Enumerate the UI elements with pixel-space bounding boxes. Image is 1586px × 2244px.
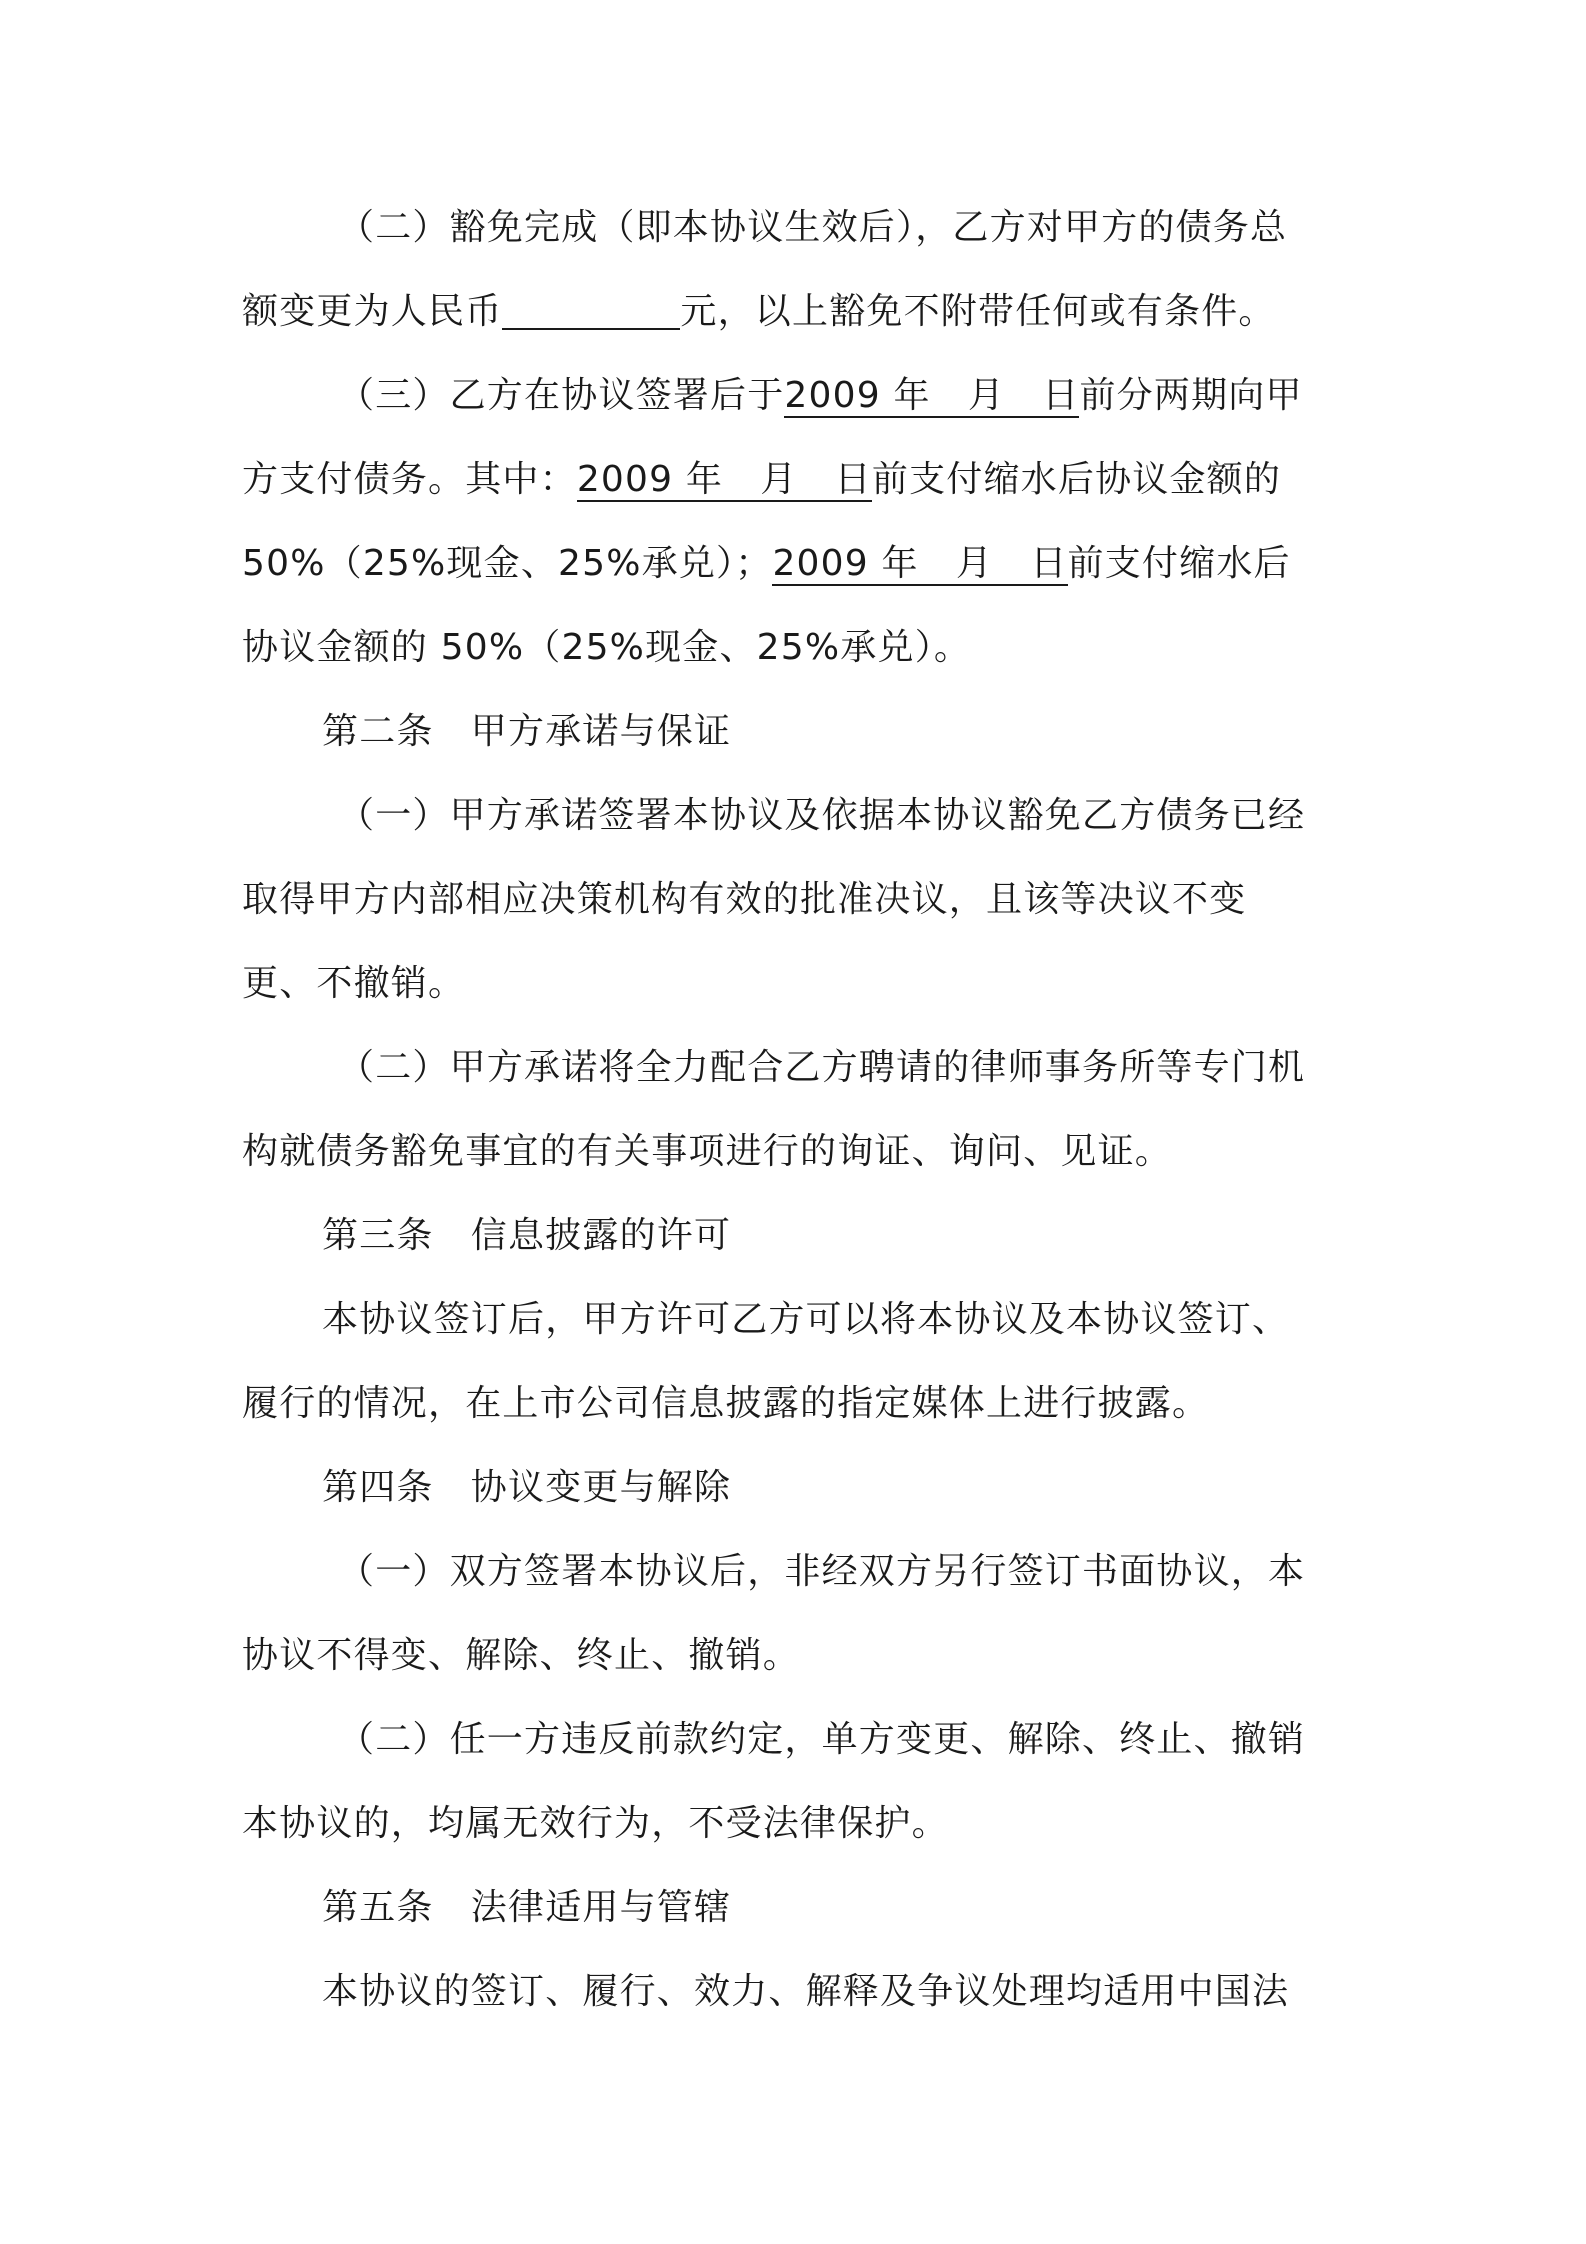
article-heading bbox=[322, 708, 1442, 756]
heading-text: 第五条 法律适用与管辖 bbox=[322, 1887, 732, 1928]
paragraph-line bbox=[338, 792, 1458, 840]
text-run: 50%（25%现金、25%承兑）； bbox=[242, 543, 773, 584]
paragraph-line bbox=[322, 1296, 1442, 1344]
amount-blank bbox=[502, 288, 680, 330]
text-run: 本协议签订后，甲方许可乙方可以将本协议及本协议签订、 bbox=[322, 1299, 1290, 1340]
heading-text: 第三条 信息披露的许可 bbox=[322, 1215, 732, 1256]
text-run: （二）任一方违反前款约定，单方变更、解除、终止、撤销 bbox=[338, 1719, 1306, 1760]
text-run: （一）甲方承诺签署本协议及依据本协议豁免乙方债务已经 bbox=[338, 795, 1306, 836]
text-run: 协议金额的 50%（25%现金、25%承兑）。 bbox=[242, 627, 972, 668]
text-run: （二）豁免完成（即本协议生效后），乙方对甲方的债务总 bbox=[338, 207, 1288, 248]
text-run: 前分两期向甲 bbox=[1079, 375, 1303, 416]
text-run: 更、不撤销。 bbox=[242, 963, 466, 1004]
text-run: 协议不得变、解除、终止、撤销。 bbox=[242, 1635, 801, 1676]
paragraph-line bbox=[338, 372, 1458, 420]
paragraph-line bbox=[242, 288, 1362, 336]
article-heading bbox=[322, 1212, 1442, 1260]
paragraph-line bbox=[338, 204, 1458, 252]
paragraph-line bbox=[242, 1380, 1362, 1428]
text-run: （三）乙方在协议签署后于 bbox=[338, 375, 785, 416]
paragraph-line bbox=[338, 1716, 1458, 1764]
date-blank: 2009 年 月 日 bbox=[784, 375, 1080, 416]
text-run: 元，以上豁免不附带任何或有条件。 bbox=[680, 291, 1276, 332]
text-run: 本协议的，均属无效行为，不受法律保护。 bbox=[242, 1803, 949, 1844]
date-blank: 2009 年 月 日 bbox=[772, 543, 1068, 584]
text-run: 取得甲方内部相应决策机构有效的批准决议，且该等决议不变 bbox=[242, 879, 1247, 920]
heading-text: 第四条 协议变更与解除 bbox=[322, 1467, 732, 1508]
paragraph-line bbox=[242, 876, 1362, 924]
text-run: 前支付缩水后 bbox=[1067, 543, 1291, 584]
text-run: 本协议的签订、履行、效力、解释及争议处理均适用中国法 bbox=[322, 1971, 1290, 2012]
text-run: 前支付缩水后协议金额的 bbox=[871, 459, 1282, 500]
paragraph-line bbox=[322, 1968, 1442, 2016]
paragraph-line bbox=[242, 540, 1362, 588]
paragraph-line bbox=[242, 960, 1362, 1008]
paragraph-line bbox=[338, 1548, 1458, 1596]
text-run: 额变更为人民币 bbox=[242, 291, 503, 332]
text-run: 构就债务豁免事宜的有关事项进行的询证、询问、见证。 bbox=[242, 1131, 1173, 1172]
paragraph-line bbox=[242, 1800, 1362, 1848]
date-blank: 2009 年 月 日 bbox=[576, 459, 872, 500]
text-run: 方支付债务。其中： bbox=[242, 459, 577, 500]
text-run: 履行的情况，在上市公司信息披露的指定媒体上进行披露。 bbox=[242, 1383, 1210, 1424]
paragraph-line bbox=[338, 1044, 1458, 1092]
heading-text: 第二条 甲方承诺与保证 bbox=[322, 711, 732, 752]
article-heading bbox=[322, 1884, 1442, 1932]
paragraph-line bbox=[242, 624, 1362, 672]
article-heading bbox=[322, 1464, 1442, 1512]
paragraph-line bbox=[242, 456, 1362, 504]
paragraph-line bbox=[242, 1128, 1362, 1176]
text-run: （一）双方签署本协议后，非经双方另行签订书面协议，本 bbox=[338, 1551, 1306, 1592]
text-run: （二）甲方承诺将全力配合乙方聘请的律师事务所等专门机 bbox=[338, 1047, 1306, 1088]
paragraph-line bbox=[242, 1632, 1362, 1680]
